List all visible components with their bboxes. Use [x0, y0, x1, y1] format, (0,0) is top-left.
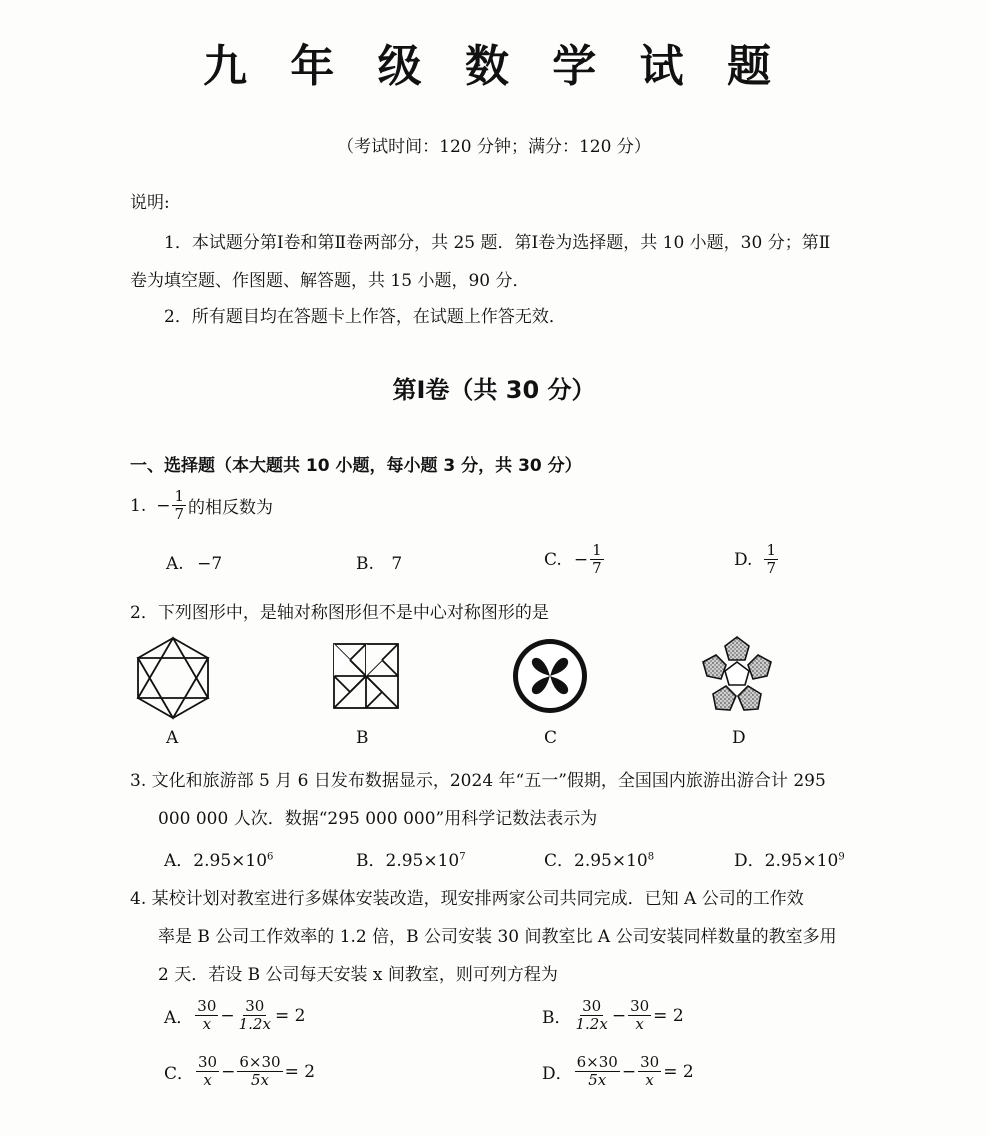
note-1-line-1: 1．本试题分第Ⅰ卷和第Ⅱ卷两部分，共 25 题．第Ⅰ卷为选择题，共 10 小题，30 分；第Ⅱ — [164, 233, 831, 253]
q4-a-minus: − — [220, 1005, 235, 1026]
q1-option-c-label: C. — [544, 549, 562, 570]
question-4-line-1: 4. 某校计划对教室进行多媒体安装改造，现安排两家公司共同完成．已知 A 公司的工作效 — [130, 889, 804, 909]
q1-number: 1. — [130, 495, 147, 516]
q3-option-a-base: 2.95×10 — [193, 851, 268, 871]
q4-d-rhs: = 2 — [663, 1061, 694, 1082]
q4-c-minus: − — [221, 1061, 236, 1082]
q4-c-rhs: = 2 — [284, 1061, 316, 1082]
q1-option-c-denominator: 7 — [592, 559, 602, 577]
figure-c-label: C — [544, 728, 558, 748]
q4-option-b[interactable] — [542, 998, 684, 1033]
q1-option-b-label: B. — [356, 554, 374, 574]
exam-info: （考试时间：120 分钟；满分：120 分） — [337, 137, 651, 157]
q3-option-a-label: A． — [164, 851, 194, 871]
q4-b-fraction-1 — [574, 998, 610, 1033]
q3-option-a-exp: 6 — [267, 851, 274, 863]
q4-b-num-2: 30 — [630, 997, 650, 1015]
pinwheel-icon[interactable] — [330, 640, 402, 712]
note-2: 2．所有题目均在答题卡上作答，在试题上作答无效． — [164, 307, 566, 327]
q3-option-b-base: 2.95×10 — [385, 851, 460, 871]
q4-d-num-2: 30 — [640, 1053, 660, 1071]
q4-c-fraction-2 — [237, 1054, 282, 1089]
section-heading: 第Ⅰ卷（共 30 分） — [392, 376, 596, 404]
q4-option-c-label: C． — [164, 1064, 195, 1084]
q4-option-a-label: A． — [164, 1008, 194, 1028]
q1-option-d-label: D. — [734, 549, 753, 570]
q1-option-c-numerator: 1 — [592, 541, 602, 559]
q4-a-den-2: 1.2x — [238, 1015, 271, 1033]
note-1-line-2: 卷为填空题、作图题、解答题，共 15 小题，90 分． — [130, 271, 530, 291]
pentagon-flower-icon[interactable] — [696, 634, 778, 714]
q1-option-b[interactable] — [356, 554, 402, 574]
q4-c-den-1: x — [203, 1071, 212, 1089]
page-title: 九 年 级 数 学 试 题 — [203, 41, 785, 92]
q3-option-c[interactable] — [544, 846, 654, 871]
q1-option-c[interactable] — [544, 542, 606, 577]
figure-a-label: A — [166, 728, 179, 748]
question-3-line-2: 000 000 人次．数据“295 000 000”用科学记数法表示为 — [158, 809, 598, 829]
q4-b-rhs: = 2 — [653, 1005, 684, 1026]
q1-option-a-label: A. — [166, 554, 184, 574]
question-3-line-1: 3. 文化和旅游部 5 月 6 日发布数据显示，2024 年“五一”假期，全国国内旅游出游合计 295 — [130, 771, 826, 791]
figure-d-label: D — [732, 728, 746, 748]
notes-label: 说明: — [130, 193, 170, 213]
q4-a-rhs: = 2 — [274, 1005, 306, 1026]
figure-b-label: B — [356, 728, 369, 748]
q4-d-den-1: 5x — [588, 1071, 607, 1089]
q4-option-a[interactable] — [164, 998, 305, 1033]
q4-d-fraction-1 — [575, 1054, 620, 1089]
q1-fraction — [172, 488, 186, 523]
q4-a-fraction-2 — [237, 998, 273, 1033]
q3-option-c-label: C． — [544, 851, 575, 871]
q4-option-d[interactable] — [542, 1054, 694, 1089]
question-4-line-3: 2 天．若设 B 公司每天安装 x 间教室，则可列方程为 — [158, 965, 558, 985]
q4-b-den-1: 1.2x — [575, 1015, 608, 1033]
q4-c-num-1: 30 — [198, 1053, 218, 1071]
q1-option-d-numerator: 1 — [766, 541, 776, 559]
q4-b-num-1: 30 — [582, 997, 602, 1015]
question-2: 2．下列图形中，是轴对称图形但不是中心对称图形的是 — [130, 603, 549, 623]
q1-option-c-fraction — [590, 542, 604, 577]
q1-numerator: 1 — [174, 487, 185, 505]
q4-c-num-2: 6×30 — [239, 1053, 281, 1071]
q3-option-b-label: B． — [356, 851, 386, 871]
q3-option-d[interactable] — [734, 846, 845, 871]
q3-option-d-label: D． — [734, 851, 765, 871]
q4-a-den-1: x — [202, 1015, 212, 1033]
q1-sign: − — [156, 495, 171, 516]
question-4-line-2: 率是 B 公司工作效率的 1.2 倍，B 公司安装 30 间教室比 A 公司安装同样数量的教室多用 — [158, 927, 837, 947]
q1-option-d-denominator: 7 — [766, 559, 776, 577]
q4-a-num-1: 30 — [197, 997, 217, 1015]
q4-c-den-2: 5x — [250, 1071, 269, 1089]
q4-option-c[interactable] — [164, 1054, 315, 1089]
q3-option-d-base: 2.95×10 — [764, 851, 839, 871]
question-1 — [130, 488, 273, 523]
q4-d-minus: − — [621, 1061, 637, 1082]
q4-d-den-2: x — [645, 1071, 654, 1089]
hexagon-star-icon[interactable] — [130, 635, 216, 721]
q4-option-b-label: B． — [542, 1008, 572, 1028]
q3-option-c-base: 2.95×10 — [574, 851, 648, 871]
q1-option-c-sign: − — [573, 549, 589, 570]
part-1-heading: 一、选择题（本大题共 10 小题，每小题 3 分，共 30 分） — [130, 456, 582, 476]
q4-d-fraction-2 — [638, 1054, 661, 1089]
q4-a-num-2: 30 — [245, 997, 265, 1015]
q1-option-d[interactable] — [734, 542, 780, 577]
q4-b-minus: − — [611, 1005, 627, 1026]
q4-c-fraction-1 — [196, 1054, 219, 1089]
q4-a-fraction-1 — [195, 998, 218, 1033]
q3-option-c-exp: 8 — [647, 851, 655, 863]
q1-denominator: 7 — [174, 505, 185, 523]
q3-option-b[interactable] — [356, 846, 466, 871]
q4-option-d-label: D． — [542, 1064, 573, 1084]
four-petal-circle-icon[interactable] — [510, 636, 590, 716]
q3-option-b-exp: 7 — [459, 851, 466, 863]
q1-option-a[interactable] — [166, 554, 222, 574]
q3-option-d-exp: 9 — [838, 851, 845, 863]
q4-b-den-2: x — [635, 1015, 644, 1033]
q4-d-num-1: 6×30 — [576, 1053, 618, 1071]
q1-option-d-fraction — [764, 542, 778, 577]
q3-option-a[interactable] — [164, 846, 273, 871]
q4-b-fraction-2 — [628, 998, 651, 1033]
q1-stem: 的相反数为 — [188, 498, 274, 518]
q1-option-a-value: −7 — [197, 554, 223, 574]
q1-option-b-value: 7 — [391, 554, 403, 574]
